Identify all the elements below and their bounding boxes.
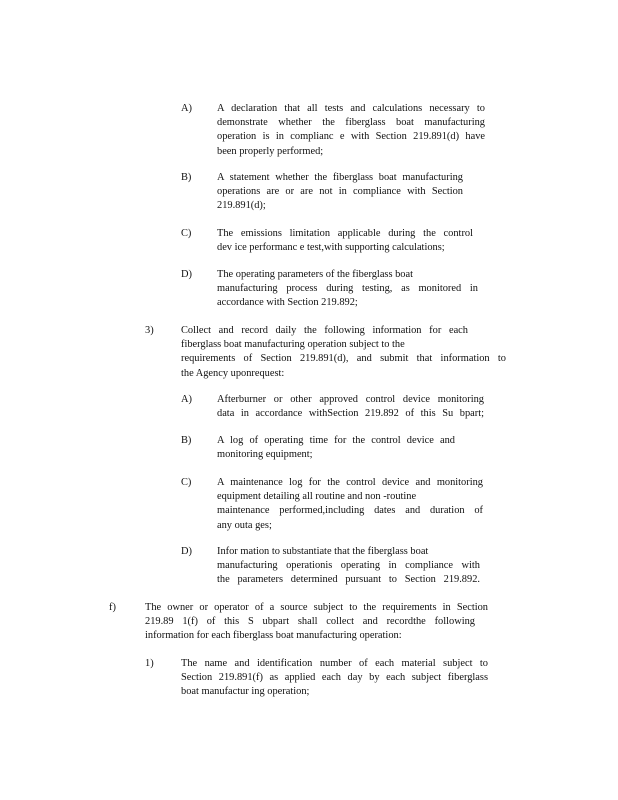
text-line: any outa ges; bbox=[217, 519, 272, 531]
text-line: boat manufactur ing operation; bbox=[181, 686, 310, 698]
text-line: monitoring equipment; bbox=[217, 449, 313, 461]
item-text bbox=[217, 545, 480, 588]
text-line: demonstrate whether the fiberglass boat manufacturing bbox=[217, 117, 485, 129]
text-line: equipment detailing all routine and non -routine bbox=[217, 491, 417, 503]
text-line: operations are or are not in compliance with Section bbox=[217, 186, 463, 198]
item-marker: C) bbox=[181, 228, 192, 239]
text-line: data in accordance withSection 219.892 of this Su bpart; bbox=[217, 408, 484, 420]
text-line: Collect and record daily the following information for each bbox=[181, 325, 468, 336]
text-line: A maintenance log for the control device and monitoring bbox=[217, 477, 483, 488]
text-line: Infor mation to substantiate that the fiberglass boat bbox=[217, 546, 429, 557]
item-text bbox=[181, 657, 488, 700]
text-line: A declaration that all tests and calculations necessary to bbox=[217, 103, 485, 114]
text-line: accordance with Section 219.892; bbox=[217, 297, 358, 309]
item-marker: 3) bbox=[145, 325, 154, 336]
text-line: 219.89 1(f) of this S ubpart shall collect and recordthe following bbox=[145, 616, 475, 628]
item-text bbox=[217, 393, 484, 421]
text-line: Afterburner or other approved control device monitoring bbox=[217, 394, 484, 405]
item-text bbox=[181, 324, 506, 381]
text-line: manufacturing operationis operating in compliance with bbox=[217, 560, 480, 572]
text-line: the Agency uponrequest: bbox=[181, 367, 285, 379]
text-line: the parameters determined pursuant to Section 219.892. bbox=[217, 574, 480, 586]
item-text bbox=[217, 102, 485, 159]
text-line: Section 219.891(f) as applied each day by each subject fiberglass bbox=[181, 672, 488, 684]
item-text bbox=[217, 434, 455, 462]
text-line: The operating parameters of the fiberglass boat bbox=[217, 269, 414, 280]
item-text bbox=[217, 268, 478, 311]
item-marker: f) bbox=[109, 602, 116, 613]
text-line: The emissions limitation applicable during the control bbox=[217, 228, 473, 239]
item-text bbox=[217, 476, 483, 533]
text-line: 219.891(d); bbox=[217, 200, 266, 212]
item-text bbox=[145, 601, 488, 644]
item-marker: D) bbox=[181, 269, 192, 280]
item-text bbox=[217, 227, 473, 255]
item-marker: B) bbox=[181, 435, 192, 446]
item-marker: A) bbox=[181, 394, 192, 405]
text-line: operation is in complianc e with Section 219.891(d) have bbox=[217, 131, 485, 143]
text-line: A log of operating time for the control device and bbox=[217, 435, 455, 446]
text-line: been properly performed; bbox=[217, 145, 324, 157]
item-text bbox=[217, 171, 463, 214]
text-line: maintenance performed,including dates and duration of bbox=[217, 505, 483, 517]
item-marker: 1) bbox=[145, 658, 154, 669]
item-marker: A) bbox=[181, 103, 192, 114]
text-line: information for each fiberglass boat manufacturing operation: bbox=[145, 630, 402, 642]
item-marker: D) bbox=[181, 546, 192, 557]
text-line: dev ice performanc e test,with supporting calculations; bbox=[217, 242, 445, 254]
item-marker: B) bbox=[181, 172, 192, 183]
text-line: A statement whether the fiberglass boat manufacturing bbox=[217, 172, 463, 183]
item-marker: C) bbox=[181, 477, 192, 488]
text-line: fiberglass boat manufacturing operation subject to the bbox=[181, 339, 405, 351]
text-line: The owner or operator of a source subject to the requirements in Section bbox=[145, 602, 488, 613]
text-line: manufacturing process during testing, as monitored in bbox=[217, 283, 478, 295]
text-line: requirements of Section 219.891(d), and submit that information to bbox=[181, 353, 506, 365]
text-line: The name and identification number of each material subject to bbox=[181, 658, 488, 669]
